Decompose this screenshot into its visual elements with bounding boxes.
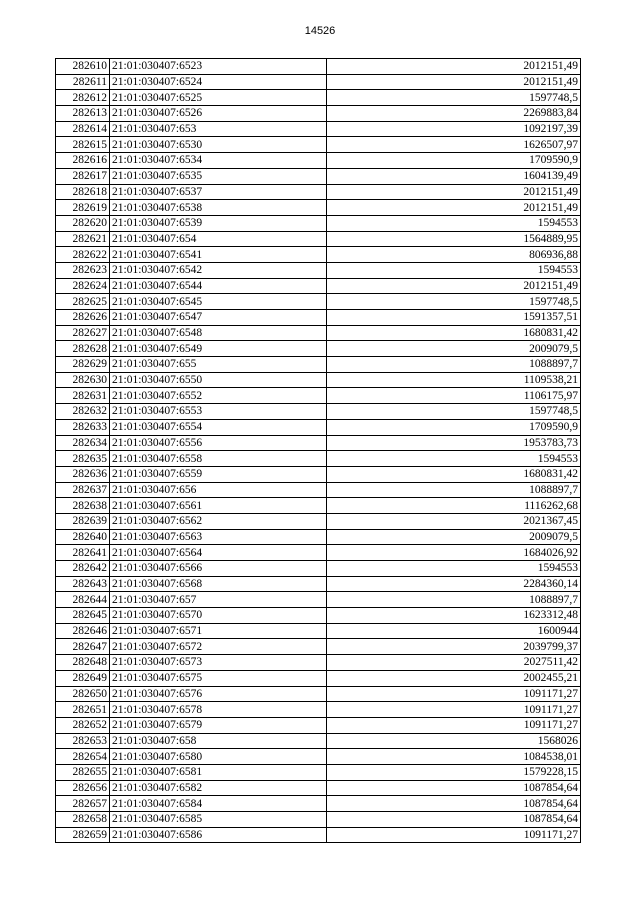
table-row [56,623,581,639]
cadastral-value-cell: 1564889,95 [327,231,581,247]
row-number-cell: 282616 [56,153,110,169]
row-number-cell: 282618 [56,184,110,200]
row-number-cell: 282658 [56,812,110,828]
table-row [56,749,581,765]
table-row [56,686,581,702]
row-number-cell: 282633 [56,419,110,435]
cadastral-number-cell: 21:01:030407:6561 [110,498,327,514]
row-number-cell: 282622 [56,247,110,263]
table-row [56,529,581,545]
cadastral-number-cell: 21:01:030407:6575 [110,670,327,686]
cadastral-value-cell: 1626507,97 [327,137,581,153]
row-number-cell: 282620 [56,215,110,231]
cadastral-number-cell: 21:01:030407:656 [110,482,327,498]
table-row [56,121,581,137]
table-row [56,278,581,294]
cadastral-value-cell: 1594553 [327,451,581,467]
cadastral-number-cell: 21:01:030407:6552 [110,388,327,404]
row-number-cell: 282640 [56,529,110,545]
cadastral-number-cell: 21:01:030407:6578 [110,702,327,718]
cadastral-number-cell: 21:01:030407:6550 [110,372,327,388]
cadastral-value-cell: 1591357,51 [327,310,581,326]
table-row [56,561,581,577]
cadastral-number-cell: 21:01:030407:6541 [110,247,327,263]
cadastral-number-cell: 21:01:030407:6537 [110,184,327,200]
row-number-cell: 282610 [56,59,110,75]
row-number-cell: 282624 [56,278,110,294]
cadastral-value-cell: 1597748,5 [327,90,581,106]
table-row [56,341,581,357]
cadastral-value-cell: 1594553 [327,561,581,577]
table-row [56,812,581,828]
cadastral-value-cell: 1091171,27 [327,686,581,702]
row-number-cell: 282651 [56,702,110,718]
row-number-cell: 282632 [56,404,110,420]
cadastral-number-cell: 21:01:030407:658 [110,733,327,749]
cadastral-number-cell: 21:01:030407:6554 [110,419,327,435]
cadastral-number-cell: 21:01:030407:6525 [110,90,327,106]
table-row [56,482,581,498]
table-row [56,498,581,514]
table-row [56,325,581,341]
cadastral-value-cell: 1594553 [327,262,581,278]
cadastral-value-cell: 2012151,49 [327,278,581,294]
cadastral-value-cell: 1709590,9 [327,153,581,169]
cadastral-number-cell: 21:01:030407:6553 [110,404,327,420]
row-number-cell: 282634 [56,435,110,451]
row-number-cell: 282645 [56,608,110,624]
cadastral-number-cell: 21:01:030407:6573 [110,655,327,671]
cadastral-value-cell: 1091171,27 [327,717,581,733]
row-number-cell: 282657 [56,796,110,812]
cadastral-number-cell: 21:01:030407:6571 [110,623,327,639]
table-row [56,310,581,326]
cadastral-number-cell: 21:01:030407:6568 [110,576,327,592]
row-number-cell: 282626 [56,310,110,326]
cadastral-number-cell: 21:01:030407:6556 [110,435,327,451]
cadastral-number-cell: 21:01:030407:6545 [110,294,327,310]
cadastral-value-cell: 2021367,45 [327,513,581,529]
cadastral-number-cell: 21:01:030407:6523 [110,59,327,75]
table-row [56,655,581,671]
table-row [56,717,581,733]
cadastral-value-cell: 1597748,5 [327,294,581,310]
row-number-cell: 282635 [56,451,110,467]
row-number-cell: 282642 [56,561,110,577]
cadastral-value-cell: 1084538,01 [327,749,581,765]
row-number-cell: 282623 [56,262,110,278]
row-number-cell: 282650 [56,686,110,702]
row-number-cell: 282615 [56,137,110,153]
cadastral-number-cell: 21:01:030407:6564 [110,545,327,561]
cadastral-number-cell: 21:01:030407:6579 [110,717,327,733]
row-number-cell: 282636 [56,466,110,482]
cadastral-number-cell: 21:01:030407:6586 [110,827,327,843]
cadastral-value-cell: 2012151,49 [327,59,581,75]
table-row [56,59,581,75]
cadastral-value-cell: 2284360,14 [327,576,581,592]
row-number-cell: 282659 [56,827,110,843]
cadastral-value-cell: 2027511,42 [327,655,581,671]
cadastral-value-cell: 1091171,27 [327,827,581,843]
cadastral-number-cell: 21:01:030407:6534 [110,153,327,169]
row-number-cell: 282621 [56,231,110,247]
row-number-cell: 282612 [56,90,110,106]
table-row [56,780,581,796]
cadastral-number-cell: 21:01:030407:6539 [110,215,327,231]
cadastral-number-cell: 21:01:030407:6582 [110,780,327,796]
cadastral-number-cell: 21:01:030407:6570 [110,608,327,624]
cadastral-number-cell: 21:01:030407:6581 [110,764,327,780]
row-number-cell: 282639 [56,513,110,529]
table-row [56,262,581,278]
row-number-cell: 282619 [56,200,110,216]
cadastral-value-cell: 1953783,73 [327,435,581,451]
table-row [56,608,581,624]
cadastral-number-cell: 21:01:030407:6544 [110,278,327,294]
row-number-cell: 282614 [56,121,110,137]
table-row [56,796,581,812]
table-row [56,545,581,561]
cadastral-number-cell: 21:01:030407:655 [110,357,327,373]
cadastral-value-cell: 2012151,49 [327,200,581,216]
table-row [56,435,581,451]
row-number-cell: 282613 [56,106,110,122]
cadastral-number-cell: 21:01:030407:6572 [110,639,327,655]
cadastral-number-cell: 21:01:030407:6576 [110,686,327,702]
table-row [56,827,581,843]
cadastral-number-cell: 21:01:030407:6563 [110,529,327,545]
table-body [56,59,581,843]
row-number-cell: 282653 [56,733,110,749]
cadastral-number-cell: 21:01:030407:6530 [110,137,327,153]
table-row [56,372,581,388]
table-row [56,184,581,200]
cadastral-value-cell: 1600944 [327,623,581,639]
cadastral-value-cell: 1088897,7 [327,482,581,498]
cadastral-value-cell: 2009079,5 [327,341,581,357]
table-row [56,74,581,90]
cadastral-number-cell: 21:01:030407:6526 [110,106,327,122]
row-number-cell: 282647 [56,639,110,655]
table-row [56,670,581,686]
cadastral-value-cell: 1087854,64 [327,812,581,828]
row-number-cell: 282637 [56,482,110,498]
cadastral-number-cell: 21:01:030407:6524 [110,74,327,90]
cadastral-value-cell: 806936,88 [327,247,581,263]
row-number-cell: 282656 [56,780,110,796]
table-row [56,451,581,467]
cadastral-value-table [55,58,581,843]
cadastral-value-cell: 1092197,39 [327,121,581,137]
table-row [56,466,581,482]
cadastral-number-cell: 21:01:030407:6549 [110,341,327,357]
row-number-cell: 282629 [56,357,110,373]
table-row [56,294,581,310]
cadastral-value-cell: 1684026,92 [327,545,581,561]
table-row [56,513,581,529]
table-row [56,231,581,247]
cadastral-number-cell: 21:01:030407:6562 [110,513,327,529]
cadastral-number-cell: 21:01:030407:654 [110,231,327,247]
cadastral-number-cell: 21:01:030407:6542 [110,262,327,278]
table-row [56,137,581,153]
cadastral-value-cell: 2039799,37 [327,639,581,655]
cadastral-number-cell: 21:01:030407:653 [110,121,327,137]
cadastral-value-cell: 1680831,42 [327,466,581,482]
table-row [56,733,581,749]
cadastral-value-cell: 1579228,15 [327,764,581,780]
cadastral-number-cell: 21:01:030407:6558 [110,451,327,467]
cadastral-number-cell: 21:01:030407:6580 [110,749,327,765]
table-row [56,639,581,655]
table-row [56,592,581,608]
table-row [56,388,581,404]
row-number-cell: 282649 [56,670,110,686]
row-number-cell: 282654 [56,749,110,765]
row-number-cell: 282627 [56,325,110,341]
table-row [56,90,581,106]
cadastral-number-cell: 21:01:030407:6535 [110,168,327,184]
row-number-cell: 282643 [56,576,110,592]
cadastral-number-cell: 21:01:030407:6566 [110,561,327,577]
table-row [56,168,581,184]
row-number-cell: 282630 [56,372,110,388]
row-number-cell: 282611 [56,74,110,90]
row-number-cell: 282644 [56,592,110,608]
row-number-cell: 282631 [56,388,110,404]
cadastral-number-cell: 21:01:030407:6548 [110,325,327,341]
cadastral-number-cell: 21:01:030407:6538 [110,200,327,216]
cadastral-number-cell: 21:01:030407:6559 [110,466,327,482]
cadastral-value-cell: 1088897,7 [327,357,581,373]
cadastral-value-cell: 1594553 [327,215,581,231]
page-number: 14526 [304,25,336,37]
row-number-cell: 282638 [56,498,110,514]
cadastral-value-cell: 1680831,42 [327,325,581,341]
cadastral-number-cell: 21:01:030407:6585 [110,812,327,828]
cadastral-number-cell: 21:01:030407:6584 [110,796,327,812]
table-row [56,215,581,231]
cadastral-value-cell: 2269883,84 [327,106,581,122]
row-number-cell: 282655 [56,764,110,780]
table-row [56,404,581,420]
row-number-cell: 282641 [56,545,110,561]
row-number-cell: 282646 [56,623,110,639]
cadastral-value-cell: 1604139,49 [327,168,581,184]
table-row [56,357,581,373]
cadastral-value-cell: 2002455,21 [327,670,581,686]
row-number-cell: 282625 [56,294,110,310]
cadastral-value-cell: 1088897,7 [327,592,581,608]
table-row [56,419,581,435]
cadastral-value-cell: 1109538,21 [327,372,581,388]
table-row [56,576,581,592]
cadastral-value-cell: 1106175,97 [327,388,581,404]
table-row [56,702,581,718]
cadastral-value-cell: 1091171,27 [327,702,581,718]
cadastral-value-cell: 1116262,68 [327,498,581,514]
cadastral-value-cell: 1087854,64 [327,780,581,796]
row-number-cell: 282628 [56,341,110,357]
cadastral-number-cell: 21:01:030407:657 [110,592,327,608]
cadastral-value-cell: 1597748,5 [327,404,581,420]
cadastral-value-cell: 1623312,48 [327,608,581,624]
cadastral-value-cell: 1568026 [327,733,581,749]
cadastral-value-cell: 2012151,49 [327,74,581,90]
row-number-cell: 282617 [56,168,110,184]
cadastral-value-cell: 1087854,64 [327,796,581,812]
cadastral-value-cell: 2012151,49 [327,184,581,200]
cadastral-value-cell: 2009079,5 [327,529,581,545]
cadastral-value-cell: 1709590,9 [327,419,581,435]
table-row [56,764,581,780]
cadastral-number-cell: 21:01:030407:6547 [110,310,327,326]
table-row [56,247,581,263]
table-row [56,106,581,122]
row-number-cell: 282648 [56,655,110,671]
row-number-cell: 282652 [56,717,110,733]
table-row [56,153,581,169]
table-row [56,200,581,216]
